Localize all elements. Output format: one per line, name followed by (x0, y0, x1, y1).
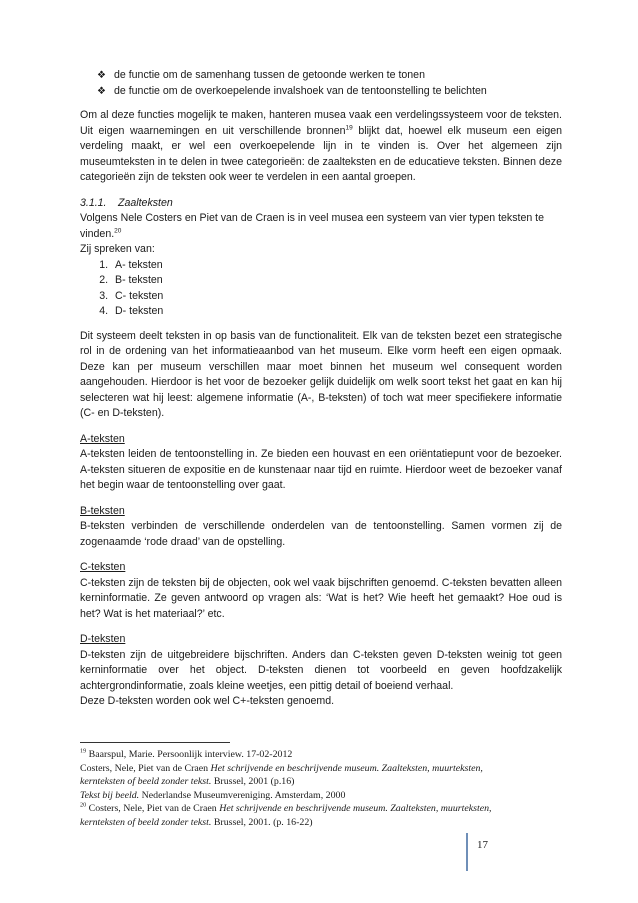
list-item: ❖ de functie om de samenhang tussen de getoonde werken te tonen (97, 68, 562, 84)
bullet-list (80, 68, 562, 99)
footnote-ref-19[interactable]: 19 (345, 123, 353, 131)
page-number: 17 (466, 833, 488, 871)
heading-b-teksten: B-teksten (80, 504, 125, 517)
paragraph-d-teksten-extra: Deze D-teksten worden ook wel C+-teksten genoemd. (80, 695, 335, 707)
intro-paragraph: Om al deze functies mogelijk te maken, hanteren musea vaak een verdelingssysteem voor de teksten. Uit eigen waarnemingen en uit verschillende bronnen$^{19}$ blijkt dat, hoewel elk museum een eigen verdeling maakt, er wel een overkoepelende lijn in te vinden is. Over het algemeen zijn museumteksten in te delen in twee categorieën: de zaalteksten en de educatieve teksten. Binnen deze categorieën zijn de teksten ook weer te verdelen in een aantal groepen. (80, 109, 562, 183)
heading-c-teksten: C-teksten (80, 561, 126, 573)
footnote-19: $^{19}$ Baarspul, Marie. Persoonlijk interview. 17-02-2012 (80, 747, 293, 760)
diamond-bullet-icon: ❖ (97, 70, 106, 81)
footnote-separator (80, 742, 230, 743)
system-paragraph: Dit systeem deelt teksten in op basis van de functionaliteit. Elk van de teksten bezet een strategische rol in de ordening van het informatieaanbod van het museum. Elke vorm heeft een eigen opmaak. Deze kan per museum verschillen maar moet binnen het museum wel consequent worden aangehouden. Hierdoor is het voor de bezoeker gelijk duidelijk om welk soort tekst het gaat en kan hij selecteren wat hij leest: algemene informatie (A-, B-teksten) of toch wat meer specifiekere informatie (C- en D-teksten). (80, 329, 562, 419)
footnote-line: Tekst bij beeld. Nederlandse Museumvereniging. Amsterdam, 2000 (80, 789, 346, 801)
section-intro-2: Zij spreken van: (80, 243, 155, 255)
footnote-line: kernteksten of beeld zonder tekst. Brussel, 2001. (p. 16-22) (80, 816, 313, 828)
paragraph-d-teksten: D-teksten zijn de uitgebreidere bijschriften. Anders dan C-teksten geven D-teksten weinig tot geen kerninformatie over het object. D-teksten dienen tot voorbeeld en geven hoofdzakelijk achtergrondinformatie, zoals kleine weetjes, een pittig detail of boeiend verhaal. (80, 648, 562, 692)
heading-d-teksten: D-teksten (80, 633, 126, 645)
list-item: 1. A- teksten (111, 258, 562, 274)
paragraph-c-teksten: C-teksten zijn de teksten bij de objecten, ook wel vaak bijschriften genoemd. C-teksten bevatten alleen kerninformatie. Ze geven antwoord op vragen als: ‘Wat is het? Wie heeft het gemaakt? Hoe oud is het? Wat is het materiaal?’ etc. (80, 576, 562, 620)
footnote-line: Costers, Nele, Piet van de Craen Het schrijvende en beschrijvende museum. Zaalteksten, muurteksten, (80, 762, 483, 774)
numbered-list (80, 258, 562, 320)
section-intro: Volgens Nele Costers en Piet van de Craen is in veel musea een systeem van vier typen teksten te vinden.$^{20}$ (80, 212, 545, 240)
paragraph-b-teksten: B-teksten verbinden de verschillende onderdelen van de tentoonstelling. Samen vormen zij de zogenaamde ‘rode draad’ van de opstelling. (80, 520, 562, 548)
footnote-20: $^{20}$ Costers, Nele, Piet van de Craen Het schrijvende en beschrijvende museum. Zaalteksten, muurteksten, (80, 802, 492, 815)
list-item: 2. B- teksten (111, 273, 562, 289)
footnotes (80, 748, 562, 830)
footnote-line: kernteksten of beeld zonder tekst. Brussel, 2001 (p.16) (80, 776, 295, 788)
list-item: ❖ de functie om de overkoepelende invalshoek van de tentoonstelling te belichten (97, 84, 562, 100)
list-item: 3. C- teksten (111, 289, 562, 305)
document-body (80, 68, 562, 710)
list-item: 4. D- teksten (111, 304, 562, 320)
footnote-ref-20[interactable]: 20 (114, 226, 122, 234)
heading-a-teksten: A-teksten (80, 432, 125, 445)
section-heading: 3.1.1. Zaalteksten (80, 196, 173, 209)
paragraph-a-teksten: A-teksten leiden de tentoonstelling in. Ze bieden een houvast en een oriëntatiepunt voor de bezoeker. A-teksten situeren de expositie en de kunstenaar naar tijd en ruimte. Hierdoor weet de bezoeker vanaf het begin waar de tentoonstelling over gaat. (80, 448, 562, 491)
diamond-bullet-icon: ❖ (97, 85, 106, 97)
